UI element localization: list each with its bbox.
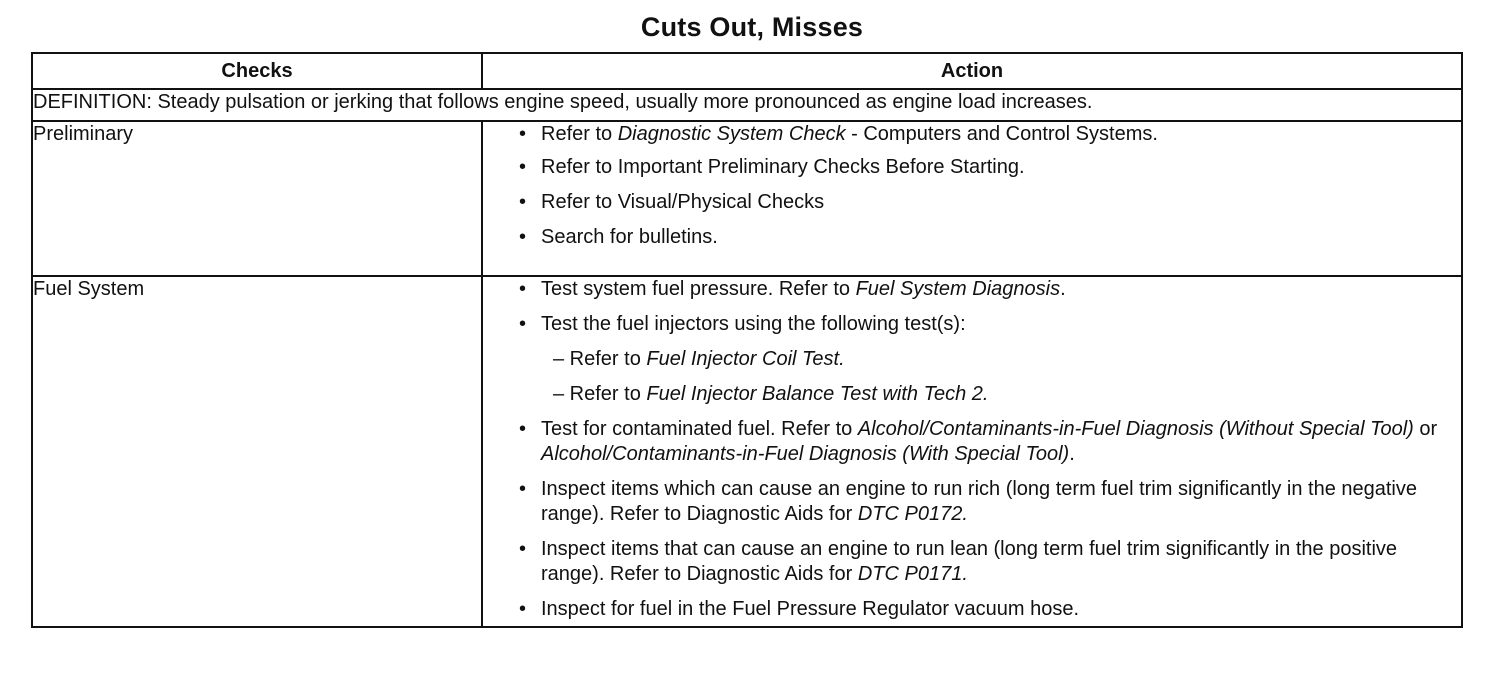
header-row [32, 53, 1462, 89]
action-reference: DTC P0171. [857, 563, 968, 585]
bullet-icon: • [519, 478, 527, 500]
action-text: Test the fuel injectors using the following test(s): [541, 313, 966, 335]
action-reference: Fuel Injector Balance Test with Tech 2. [646, 383, 989, 405]
action-reference: DTC P0172. [857, 503, 968, 525]
action-text: Test system fuel pressure. Refer to [541, 278, 856, 300]
action-text: . [1069, 443, 1075, 465]
action-text: – Refer to [553, 348, 647, 370]
action-text: Inspect items which can cause an engine to run rich (long term fuel trim significantly in the negative range). Refer to Diagnostic Aids for [541, 478, 1417, 525]
action-text: Inspect for fuel in the Fuel Pressure Regulator vacuum hose. [541, 598, 1080, 620]
action-text: Refer to [541, 123, 618, 145]
bullet-icon: • [519, 123, 527, 145]
action-text: . [1060, 278, 1066, 300]
header-checks: Checks [32, 53, 482, 89]
list-item [483, 417, 1461, 467]
bullet-icon: • [519, 313, 527, 335]
list-item [483, 190, 1461, 215]
action-text: Refer to Important Preliminary Checks Before Starting. [541, 156, 1025, 178]
bullet-icon: • [519, 598, 527, 620]
check-preliminary: Preliminary [32, 121, 482, 276]
bullet-icon: • [519, 191, 527, 213]
list-item [483, 155, 1461, 180]
action-reference: Fuel Injector Coil Test. [646, 348, 845, 370]
bullet-icon: • [519, 278, 527, 300]
action-text: Inspect items that can cause an engine to run lean (long term fuel trim significantly in the positive range). Refer to Diagnostic Aids for [541, 538, 1398, 585]
actions-fuel-system [482, 276, 1462, 627]
action-reference: Alcohol/Contaminants-in-Fuel Diagnosis (With Special Tool) [541, 443, 1070, 465]
list-item [483, 312, 1461, 407]
list-item [483, 122, 1461, 147]
list-item [483, 537, 1461, 587]
definition-row [32, 89, 1462, 121]
bullet-icon: • [519, 226, 527, 248]
list-item [483, 277, 1461, 302]
sub-item [541, 347, 1461, 372]
action-reference: Diagnostic System Check [617, 123, 846, 145]
sub-item [541, 382, 1461, 407]
list-item [483, 225, 1461, 250]
table-row [32, 276, 1462, 627]
action-text: - Computers and Control Systems. [845, 123, 1158, 145]
bullet-icon: • [519, 418, 527, 440]
action-text: Test for contaminated fuel. Refer to [541, 418, 858, 440]
actions-preliminary [482, 121, 1462, 276]
header-action: Action [482, 53, 1462, 89]
definition-text: DEFINITION: Steady pulsation or jerking that follows engine speed, usually more pronounced as engine load increases. [32, 89, 1462, 121]
page-title: Cuts Out, Misses [640, 12, 864, 42]
table-row [32, 121, 1462, 276]
action-reference: Alcohol/Contaminants-in-Fuel Diagnosis (Without Special Tool) [857, 418, 1414, 440]
check-fuel-system: Fuel System [32, 276, 482, 627]
action-text: Refer to Visual/Physical Checks [541, 191, 825, 213]
action-text: or [1413, 418, 1438, 440]
action-text: Search for bulletins. [541, 226, 718, 248]
list-item [483, 477, 1461, 527]
list-item [483, 597, 1461, 622]
diagnosis-table [31, 52, 1463, 628]
action-reference: Fuel System Diagnosis [855, 278, 1061, 300]
action-text: – Refer to [553, 383, 647, 405]
bullet-icon: • [519, 538, 527, 560]
bullet-icon: • [519, 156, 527, 178]
